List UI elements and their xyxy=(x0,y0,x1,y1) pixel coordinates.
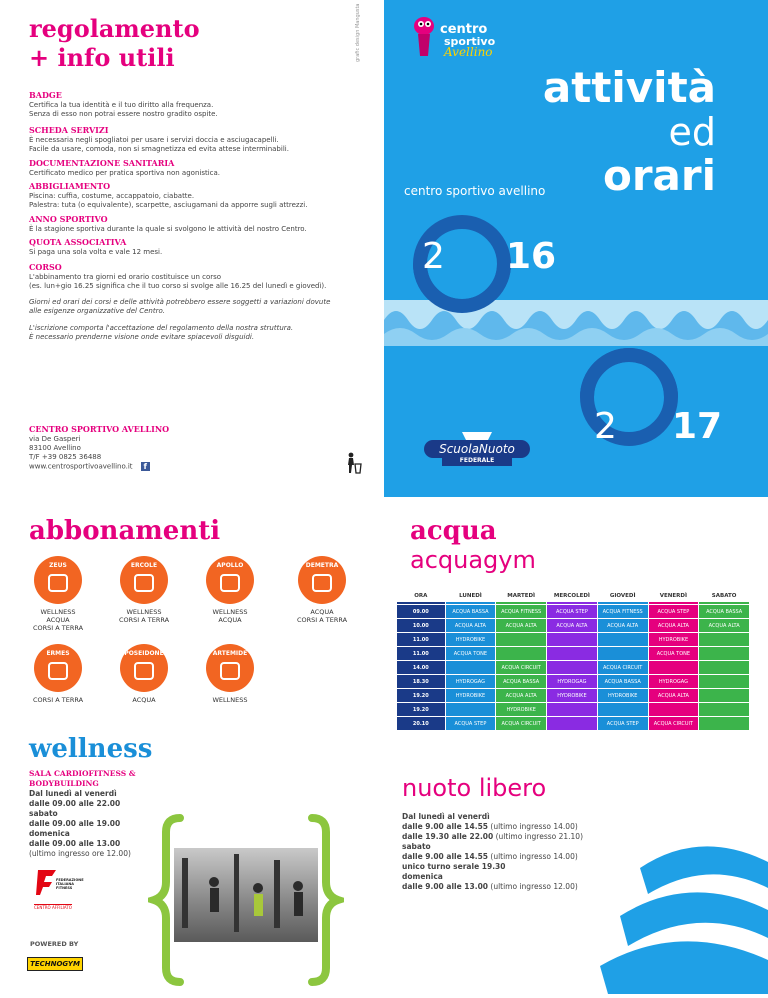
schedule-cell: HYDROBIKE xyxy=(547,689,597,702)
rule-title: BADGE xyxy=(29,90,62,100)
subscription-label: WELLNESS ACQUA CORSI A TERRA xyxy=(32,608,84,632)
note-variazioni: Giorni ed orari dei corsi e delle attività potrebbero essere soggetti a variazioni dovute alle esigenze organizzative del Centro. xyxy=(29,298,331,315)
cover-title-line-3: orari xyxy=(602,151,716,200)
wellness-hours-line: dalle 09.00 alle 13.00 xyxy=(29,839,121,848)
schedule-time: 11.00 xyxy=(397,633,445,646)
schedule-cell xyxy=(547,661,597,674)
rule-item xyxy=(29,237,329,257)
abbonamenti-title: abbonamenti xyxy=(29,516,221,546)
schedule-row xyxy=(397,703,749,716)
schedule-cell: ACQUA ALTA xyxy=(649,619,699,632)
mascot-icon xyxy=(410,14,440,64)
subscription-label: WELLNESS xyxy=(212,696,248,704)
year-2017-digit: 2 xyxy=(594,406,617,447)
schedule-cell xyxy=(699,647,749,660)
schedule-row xyxy=(397,619,749,632)
subscription-artemide-icon xyxy=(206,644,254,692)
year-2016-digit: 2 xyxy=(422,236,445,277)
subscription-ercole-icon xyxy=(120,556,168,604)
subscription-symbol-icon xyxy=(134,574,154,592)
schedule-cell: ACQUA CIRCUIT xyxy=(649,717,699,730)
nuoto-hours-line xyxy=(402,822,642,832)
subscription-name: POSEIDONE xyxy=(124,650,164,657)
schedule-header: LUNEDÌ xyxy=(446,589,496,604)
schedule-cell: ACQUA ALTA xyxy=(649,689,699,702)
schedule-cell: HYDROBIKE xyxy=(446,689,496,702)
schedule-header: ORA xyxy=(397,589,445,604)
schedule-cell: ACQUA ALTA xyxy=(598,619,648,632)
schedule-cell: HYDROGAG xyxy=(547,675,597,688)
schedule-cell xyxy=(446,703,496,716)
subscription-symbol-icon xyxy=(312,574,332,592)
schedule-row xyxy=(397,661,749,674)
nuoto-hours-line xyxy=(402,812,642,822)
scuola-nuoto-badge xyxy=(422,426,532,470)
wellness-hours-line: dalle 09.00 alle 22.00 xyxy=(29,799,121,808)
nuoto-hours-bold: unico turno serale 19.30 xyxy=(402,862,506,871)
nuoto-hours-note: (ultimo ingresso 21.10) xyxy=(493,832,583,841)
subscription-name: ERCOLE xyxy=(130,562,158,569)
schedule-cell xyxy=(496,633,546,646)
schedule-cell: HYDROGAG xyxy=(649,675,699,688)
rule-item xyxy=(29,90,329,119)
schedule-time: 09.00 xyxy=(397,605,445,618)
credit-label: grafic design Mangusta xyxy=(355,4,361,62)
subscription-name: ERMES xyxy=(46,650,70,657)
schedule-cell xyxy=(699,661,749,674)
schedule-cell: ACQUA ALTA xyxy=(547,619,597,632)
schedule-header: SABATO xyxy=(699,589,749,604)
schedule-time: 18.30 xyxy=(397,675,445,688)
subscription-label: ACQUA xyxy=(132,696,156,704)
subscription-demetra-icon xyxy=(298,556,346,604)
subscription-symbol-icon xyxy=(220,662,240,680)
facebook-icon[interactable]: f xyxy=(141,462,150,471)
subscription-name: APOLLO xyxy=(216,562,244,569)
wellness-hours-line: dalle 09.00 alle 19.00 xyxy=(29,819,121,828)
badge-label-1: ScuolaNuoto xyxy=(439,442,515,456)
schedule-cell: ACQUA CIRCUIT xyxy=(496,661,546,674)
contact-name: CENTRO SPORTIVO AVELLINO xyxy=(29,424,170,434)
badge-label-2: FEDERALE xyxy=(459,457,495,464)
note-iscrizione: L'iscrizione comporta l'accettazione del regolamento della nostra struttura. È necessario prenderne visione onde evitare spiacevoli disguidi. xyxy=(29,324,294,341)
nuoto-title: nuoto libero xyxy=(402,774,547,802)
subscription-symbol-icon xyxy=(220,574,240,592)
schedule-time: 14.00 xyxy=(397,661,445,674)
subscription-symbol-icon xyxy=(48,662,68,680)
schedule-time: 10.00 xyxy=(397,619,445,632)
nuoto-hours-bold: sabato xyxy=(402,842,431,851)
logo-line-3: Avellino xyxy=(444,45,493,59)
regolamento-title: regolamento + info utili xyxy=(29,14,200,72)
no-litter-icon xyxy=(346,452,362,474)
rule-item xyxy=(29,125,329,154)
subscription-poseidone-icon xyxy=(120,644,168,692)
subscription-name: DEMETRA xyxy=(305,562,339,569)
rule-title: CORSO xyxy=(29,262,62,272)
schedule-cell xyxy=(699,689,749,702)
wellness-hours-line: (ultimo ingresso ore 12.00) xyxy=(29,849,131,858)
schedule-row xyxy=(397,633,749,646)
credit-text xyxy=(352,4,362,64)
schedule-cell xyxy=(598,633,648,646)
rule-text: Si paga una sola volta e vale 12 mesi. xyxy=(29,248,163,256)
subscription-label: WELLNESS ACQUA xyxy=(212,608,248,624)
schedule-cell: ACQUA CIRCUIT xyxy=(496,717,546,730)
fif-logo xyxy=(32,868,92,914)
rule-text: Certifica la tua identità e il tuo diritto alla frequenza. Senza di esso non potrai essere nostro gradito ospite. xyxy=(29,101,218,118)
schedule-cell xyxy=(649,661,699,674)
subscription-symbol-icon xyxy=(48,574,68,592)
cover-title-line-1: attività xyxy=(542,63,716,112)
schedule-row xyxy=(397,647,749,660)
schedule-cell: HYDROBIKE xyxy=(496,703,546,716)
nuoto-hours-bold: domenica xyxy=(402,872,443,881)
rule-text: Piscina: cuffia, costume, accappatoio, ciabatte. Palestra: tuta (o equivalente), scarpette, asciugamani da apporre sugli attrezzi. xyxy=(29,192,308,209)
cover-subtitle: centro sportivo avellino xyxy=(404,184,546,198)
rule-title: QUOTA ASSOCIATIVA xyxy=(29,237,127,247)
wellness-hours-line: domenica xyxy=(29,829,70,838)
acquagym-subtitle: acquagym xyxy=(410,546,536,574)
logo-line-2: sportivo xyxy=(444,35,496,48)
schedule-cell xyxy=(446,661,496,674)
schedule-cell: ACQUA ALTA xyxy=(496,689,546,702)
wellness-hours-line: Dal lunedì al venerdì xyxy=(29,789,117,798)
contact-block xyxy=(29,424,229,472)
schedule-cell: ACQUA BASSA xyxy=(496,675,546,688)
schedule-cell xyxy=(496,647,546,660)
schedule-cell: HYDROGAG xyxy=(446,675,496,688)
schedule-cell: ACQUA STEP xyxy=(649,605,699,618)
schedule-time: 19.20 xyxy=(397,703,445,716)
schedule-cell: ACQUA BASSA xyxy=(699,605,749,618)
schedule-cell: ACQUA STEP xyxy=(446,717,496,730)
centro-sportivo-logo xyxy=(410,14,506,70)
nuoto-hours-bold: dalle 9.00 alle 14.55 xyxy=(402,852,489,861)
schedule-cell: ACQUA STEP xyxy=(547,605,597,618)
contact-web-row xyxy=(29,462,229,472)
gym-photo-frame xyxy=(148,810,344,990)
rule-text: L'abbinamento tra giorni ed orario costituisce un corso (es. lun+gio 16.25 significa che il tuo corso si svolge alle 16.25 del lunedì e giovedì). xyxy=(29,273,327,290)
schedule-cell xyxy=(547,633,597,646)
subscription-label: WELLNESS CORSI A TERRA xyxy=(118,608,170,624)
wellness-hours-line: sabato xyxy=(29,809,58,818)
schedule-cell xyxy=(598,647,648,660)
schedule-time: 11.00 xyxy=(397,647,445,660)
schedule-cell: ACQUA TONE xyxy=(446,647,496,660)
contact-street: via De Gasperi xyxy=(29,435,81,443)
subscription-zeus-icon xyxy=(34,556,82,604)
schedule-cell xyxy=(598,703,648,716)
schedule-cell: HYDROBIKE xyxy=(446,633,496,646)
rule-item xyxy=(29,158,329,178)
schedule-cell xyxy=(699,703,749,716)
schedule-cell xyxy=(699,717,749,730)
nuoto-hours-note: (ultimo ingresso 12.00) xyxy=(488,882,578,891)
nuoto-hours-note: (ultimo ingresso 14.00) xyxy=(488,852,578,861)
wellness-title: wellness xyxy=(29,734,153,764)
schedule-row xyxy=(397,689,749,702)
cover-title xyxy=(542,63,716,200)
schedule-time: 20.10 xyxy=(397,717,445,730)
fif-affiliato: CENTRO AFFILIATO xyxy=(34,905,72,910)
schedule-header: MARTEDÌ xyxy=(496,589,546,604)
schedule-cell: ACQUA CIRCUIT xyxy=(598,661,648,674)
waves-decoration xyxy=(600,838,768,994)
schedule-header: VENERDÌ xyxy=(649,589,699,604)
schedule-time: 19.20 xyxy=(397,689,445,702)
schedule-row xyxy=(397,605,749,618)
powered-by-label: POWERED BY xyxy=(30,940,79,948)
rule-text: È necessaria negli spogliatoi per usare i servizi doccia e asciugacapelli. Facile da usare, comoda, non si smagnetizza ed evita attese interminabili. xyxy=(29,136,289,153)
schedule-row xyxy=(397,717,749,730)
schedule-cell xyxy=(547,703,597,716)
schedule-cell xyxy=(699,675,749,688)
contact-city: 83100 Avellino xyxy=(29,444,81,452)
fif-text-1: FEDERAZIONE xyxy=(56,878,84,882)
schedule-cell: ACQUA BASSA xyxy=(598,675,648,688)
rule-title: SCHEDA SERVIZI xyxy=(29,125,109,135)
rule-title: ABBIGLIAMENTO xyxy=(29,181,111,191)
schedule-cell xyxy=(649,703,699,716)
schedule-cell: ACQUA ALTA xyxy=(446,619,496,632)
nuoto-hours-bold: dalle 19.30 alle 22.00 xyxy=(402,832,494,841)
contact-phone: T/F +39 0825 36488 xyxy=(29,453,102,461)
schedule-cell: ACQUA FITNESS xyxy=(496,605,546,618)
rule-item xyxy=(29,262,329,291)
schedule-cell: HYDROBIKE xyxy=(598,689,648,702)
schedule-cell xyxy=(547,717,597,730)
subscription-label: CORSI A TERRA xyxy=(32,696,84,704)
schedule-cell xyxy=(699,633,749,646)
rule-title: ANNO SPORTIVO xyxy=(29,214,108,224)
rule-title: DOCUMENTAZIONE SANITARIA xyxy=(29,158,175,168)
subscription-ermes-icon xyxy=(34,644,82,692)
subscription-apollo-icon xyxy=(206,556,254,604)
rule-text: Certificato medico per pratica sportiva non agonistica. xyxy=(29,169,221,177)
fif-text-3: FITNESS xyxy=(56,886,73,890)
rule-text: È la stagione sportiva durante la quale si svolgono le attività del nostro Centro. xyxy=(29,225,307,233)
schedule-header: GIOVEDÌ xyxy=(598,589,648,604)
schedule-cell: HYDROBIKE xyxy=(649,633,699,646)
subscription-label: ACQUA CORSI A TERRA xyxy=(296,608,348,624)
year-2016-suffix: 16 xyxy=(506,236,557,277)
subscription-symbol-icon xyxy=(134,662,154,680)
schedule-cell: ACQUA TONE xyxy=(649,647,699,660)
nuoto-hours-note: (ultimo ingresso 14.00) xyxy=(488,822,578,831)
wellness-section-title: SALA CARDIOFITNESS & BODYBUILDING xyxy=(29,769,136,788)
cover-title-line-2: ed xyxy=(668,110,716,154)
schedule-cell: ACQUA ALTA xyxy=(496,619,546,632)
nuoto-hours-bold: dalle 9.00 alle 14.55 xyxy=(402,822,489,831)
fif-text-2: ITALIANA xyxy=(56,882,75,886)
nuoto-hours-bold: dalle 9.00 alle 13.00 xyxy=(402,882,489,891)
acquagym-schedule xyxy=(396,588,750,731)
rule-item xyxy=(29,214,329,234)
acqua-title: acqua xyxy=(410,516,497,546)
schedule-cell: ACQUA STEP xyxy=(598,717,648,730)
technogym-logo: TECHNOGYM xyxy=(27,957,83,971)
schedule-cell: ACQUA BASSA xyxy=(446,605,496,618)
schedule-cell: ACQUA FITNESS xyxy=(598,605,648,618)
schedule-cell xyxy=(547,647,597,660)
subscription-name: ARTEMIDE xyxy=(212,650,248,657)
schedule-header: MERCOLEDÌ xyxy=(547,589,597,604)
rule-item xyxy=(29,181,329,210)
year-2017-suffix: 17 xyxy=(672,406,723,447)
contact-web-link[interactable]: www.centrosportivoavellino.it xyxy=(29,462,133,471)
logo-line-1: centro xyxy=(440,22,488,37)
subscription-name: ZEUS xyxy=(49,562,67,569)
gym-photo xyxy=(174,848,318,942)
schedule-cell: ACQUA ALTA xyxy=(699,619,749,632)
nuoto-hours-bold: Dal lunedì al venerdì xyxy=(402,812,490,821)
schedule-row xyxy=(397,675,749,688)
